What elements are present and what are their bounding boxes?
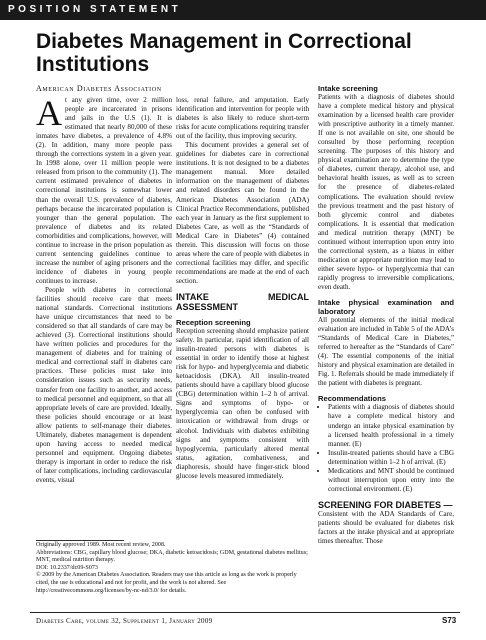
article-author: American Diabetes Association	[36, 84, 162, 93]
section-heading: INTAKE MEDICAL ASSESSMENT	[176, 291, 309, 312]
footer-divider	[30, 612, 460, 613]
footnote-line: Originally approved 1989. Most recent review, 2008.	[36, 542, 166, 548]
footnote-line: DOI: 10.2337/dc09-S073	[36, 564, 98, 571]
footnote-line: © 2009 by the American Diabetes Association. Readers may use this article as long as the work is properly cited, the use is educational and not for profit, and the work is not altered. See http://creativecommons.org/licenses/by-nc-nd/3.0/ for details.	[36, 572, 297, 594]
subsection-heading: Intake physical examination and laboratory	[318, 298, 454, 317]
paragraph: This document provides a general set of guidelines for diabetes care in correctional institutions. It is not designed to be a diabetes management manual. More detailed information on the management of diabetes and related disorders can be found in the American Diabetes Association (ADA) Clinical Practice Recommendations, published each year in January as the first supplement to Diabetes Care, as well as the “Standards of Medical Care in Diabetes” (4) contained therein. This discussion will focus on those areas where the care of people with diabetes in correctional facilities may differ, and specific recommendations are made at the end of each section.	[176, 141, 309, 285]
paragraph: Patients with a diagnosis of diabetes should have a complete medical history and physical examination by a licensed health care provider with prescriptive authority in a timely manner. If one is not available on site, one should be consulted by those performing reception screening. The purposes of this history and physical examination are to determine the type of diabetes, current therapy, alcohol use, and behavioral health issues, as well as to screen for the presence of diabetes-related complications. The evaluation should review the previous treatment and the past history of both glycemic control and diabetes complications. It is essential that medication and medical nutrition therapy (MNT) be continued without interruption upon entry into the correctional system, as a hiatus in either medication or appropriate nutrition may lead to either severe hypo- or hyperglycemia that can rapidly progress to irreversible complications, even death.	[318, 93, 454, 291]
position-statement-banner	[0, 0, 486, 20]
paragraph: Consistent with the ADA Standards of Care, patients should be evaluated for diabetes risk factors at the intake physical and at appropriate times thereafter. Those	[318, 509, 454, 546]
drop-cap: A	[36, 93, 62, 133]
journal-citation: Diabetes Care, volume 32, Supplement 1, January 2009	[36, 617, 213, 625]
paragraph: loss, renal failure, and amputation. Early identification and intervention for people with diabetes is also likely to reduce short-term risks for acute complications requiring transfer out of the facility, thus improving security.	[176, 96, 309, 141]
banner-label: POSITION STATEMENT	[8, 4, 182, 15]
footnote-divider	[36, 540, 124, 541]
subsection-heading: Recommendations	[318, 394, 386, 404]
paragraph: People with diabetes in correctional facilities should receive care that meets national standards. Correctional institutions have unique circumstances that need to be considered so that all standards of care may be achieved (3). Correctional institutions should have written policies and procedures for the management of diabetes and for training of medical and correctional staff in diabetes care practices. These policies must take into consideration issues such as security needs, transfer from one facility to another, and access to medical personnel and equipment, so that all appropriate levels of care are provided. Ideally, these policies should encourage or at least allow patients to self-manage their diabetes. Ultimately, diabetes management is dependent upon having access to needed medical personnel and equipment. Ongoing diabetes therapy is important in order to reduce the risk of later complications, including cardiovascular events, visual	[36, 285, 172, 484]
list-item: • Patients with a diagnosis of diabetes should have a complete medical history and undergo an intake physical examination by a licensed health professional in a timely manner. (E)	[328, 403, 454, 448]
column-3	[318, 84, 454, 546]
subsection-heading: Intake screening	[318, 84, 378, 93]
paragraph: t any given time, over 2 million people are incarcerated in prisons and jails in the U.S (1). It is estimated that nearly 80,000 of these inmates have diabetes, a prevalence of 4.8% (2). In addition, many more people pass through the corrections system in a given year. In 1998 alone, over 11 million people were released from prison to the community (1). The current estimated prevalence of diabetes in correctional institutions is somewhat lower than the overall U.S. prevalence of diabetes, perhaps because the incarcerated population is younger than the general population. The prevalence of diabetes and its related comorbidities and complications, however, will continue to increase in the prison population as current sentencing guidelines continue to increase the number of aging prisoners and the incidence of diabetes in young people continues to increase.	[36, 96, 172, 285]
list-item: • Medications and MNT should be continued without interruption upon entry into the correctional environment. (E)	[328, 467, 454, 494]
page-number: S73	[442, 616, 457, 625]
recommendations-list	[318, 403, 454, 493]
footnotes	[36, 542, 310, 595]
column-1	[36, 93, 172, 485]
footnote-line: Abbreviations: CBG, capillary blood glucose; DKA, diabetic ketoacidosis; GDM, gestational diabetes mellitus; MNT, medical nutrition therapy.	[36, 549, 308, 564]
article-title: Diabetes Management in Correctional Institutions	[36, 30, 412, 76]
section-heading: SCREENING FOR DIABETES —	[318, 499, 453, 510]
list-item: • Insulin-treated patients should have a CBG determination within 1–2 h of arrival. (E)	[328, 449, 454, 467]
column-2	[176, 96, 309, 481]
subsection-heading: Reception screening	[176, 317, 251, 327]
paragraph: Reception screening should emphasize patient safety. In particular, rapid identification of all insulin-treated persons with diabetes is essential in order to identify those at highest risk for hypo- and hyperglycemia and diabetic ketoacidosis (DKA). All insulin-treated patients should have a capillary blood glucose (CBG) determination within 1–2 h of arrival. Signs and symptoms of hypo- or hyperglycemia can often be confused with intoxication or withdrawal from drugs or alcohol. Individuals with diabetes exhibiting signs and symptoms consistent with hypoglycemia, particularly altered mental status, agitation, combativeness, and diaphoresis, should have finger-stick blood glucose levels measured immediately.	[176, 326, 309, 480]
paragraph: All potential elements of the initial medical evaluation are included in Table 5 of the ADA’s “Standards of Medical Care in Diabetes,” referred to hereafter as the “Standards of Care” (4). The essential components of the initial history and physical examination are detailed in Fig. 1. Referrals should be made immediately if the patient with diabetes is pregnant.	[318, 316, 454, 388]
